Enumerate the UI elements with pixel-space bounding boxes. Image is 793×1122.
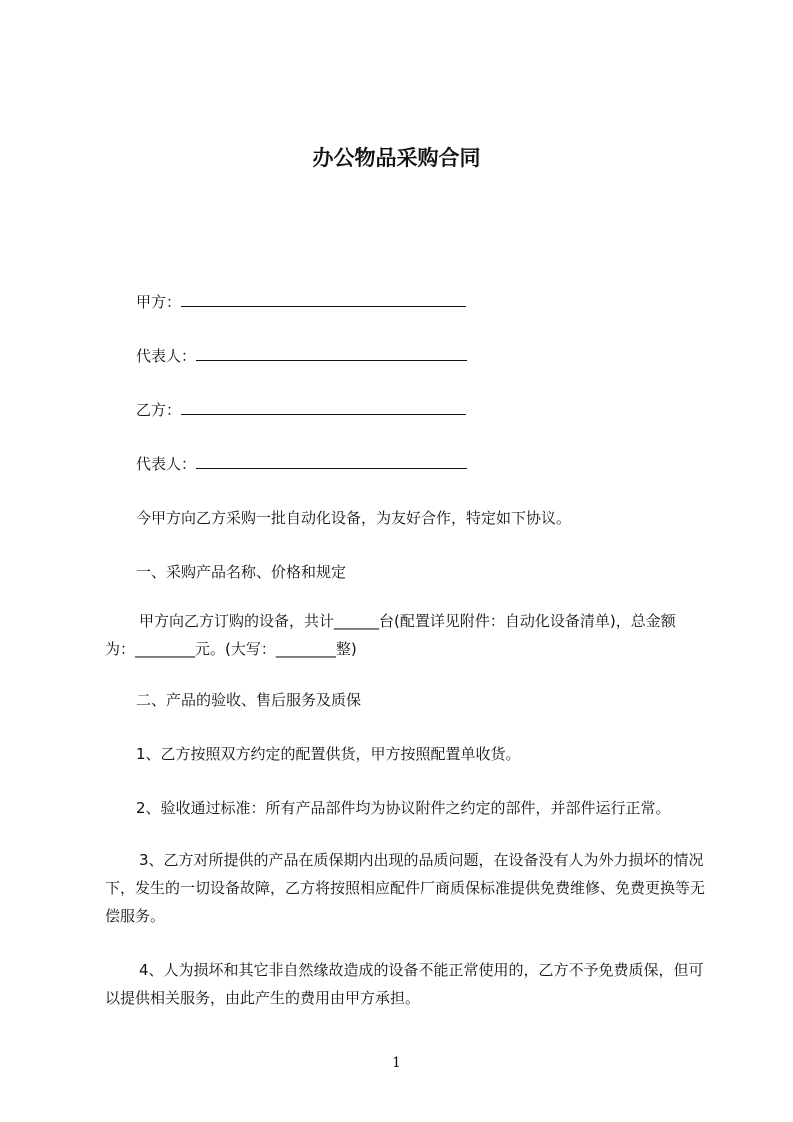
intro-paragraph: 今甲方向乙方采购一批自动化设备，为友好合作，特定如下协议。 bbox=[136, 509, 572, 527]
party-a-representative-label: 代表人： bbox=[136, 347, 197, 365]
clause-1: 1、乙方按照双方约定的配置供货，甲方按照配置单收货。 bbox=[136, 745, 521, 763]
section-2-heading: 二、产品的验收、售后服务及质保 bbox=[136, 691, 362, 709]
party-b-line bbox=[136, 400, 466, 420]
page-number: 1 bbox=[392, 1055, 401, 1071]
party-a-label: 甲方： bbox=[136, 293, 182, 311]
clause-3: 3、乙方对所提供的产品在质保期内出现的品质问题，在设备没有人为外力损坏的情况下，发生的一切设备故障，乙方将按照相应配件厂商质保标准提供免费维修、免费更换等无偿服务。 bbox=[105, 851, 706, 925]
document-title: 办公物品采购合同 bbox=[312, 146, 481, 170]
party-a-representative-blank bbox=[196, 347, 467, 361]
party-b-representative-blank bbox=[196, 455, 467, 469]
party-a-representative-line bbox=[136, 346, 467, 366]
party-a-blank bbox=[181, 293, 466, 307]
party-b-representative-label: 代表人： bbox=[136, 455, 197, 473]
party-b-blank bbox=[181, 401, 466, 415]
party-b-label: 乙方： bbox=[136, 401, 182, 419]
section-1-body: 甲方向乙方订购的设备，共计______台(配置详见附件：自动化设备清单)，总金额为：________元。(大写：________整) bbox=[105, 612, 676, 658]
section-1-heading: 一、采购产品名称、价格和规定 bbox=[136, 563, 347, 581]
party-a-line bbox=[136, 292, 466, 312]
clause-4: 4、人为损坏和其它非自然缘故造成的设备不能正常使用的，乙方不予免费质保，但可以提供相关服务，由此产生的费用由甲方承担。 bbox=[105, 961, 704, 1007]
party-b-representative-line bbox=[136, 454, 467, 474]
clause-2: 2、验收通过标准：所有产品部件均为协议附件之约定的部件，并部件运行正常。 bbox=[136, 799, 671, 817]
